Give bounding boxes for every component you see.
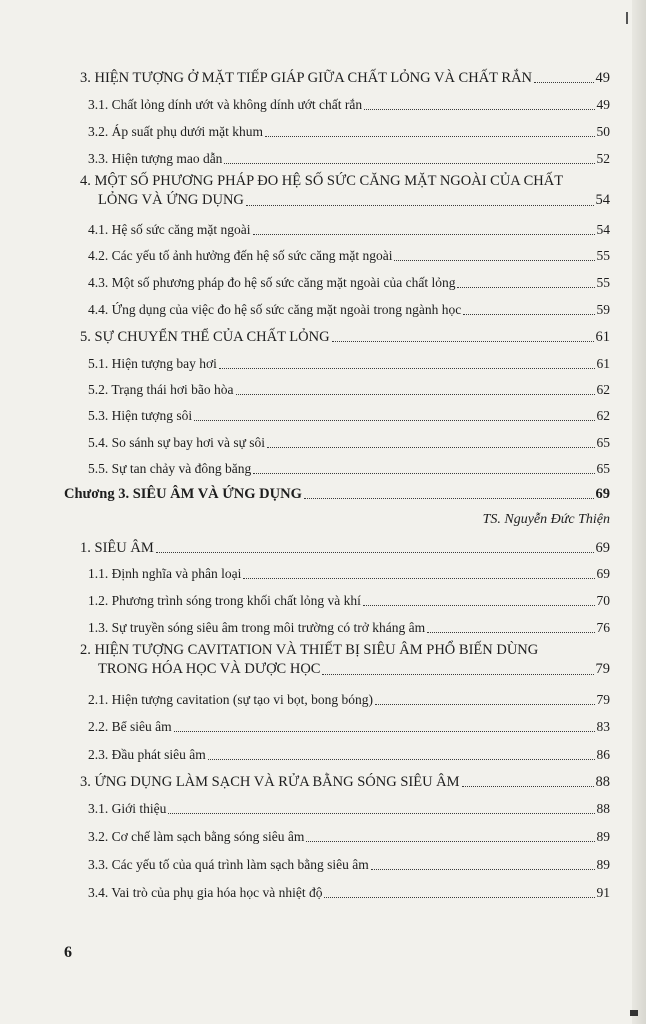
toc-page: 89 [596,857,610,872]
toc-page: 50 [596,124,610,139]
toc-page: 62 [596,408,610,423]
toc-page: 83 [596,719,610,734]
toc-title: 5.3. Hiện tượng sôi [88,408,193,423]
toc-title: 3.1. Chất lỏng dính ướt và không dính ướt chất rắn [88,97,363,112]
leader-dots [194,420,594,421]
toc-title: 3. HIỆN TƯỢNG Ở MẶT TIẾP GIÁP GIỮA CHẤT LỎNG VÀ CHẤT RẮN [80,70,533,86]
leader-dots [324,897,594,898]
toc-entry [88,408,610,424]
toc-entry [88,801,610,817]
toc-entry [88,620,610,636]
leader-dots [394,260,594,261]
toc-title: 3.1. Giới thiệu [88,801,167,816]
toc-entry [88,356,610,372]
toc-entry [88,97,610,113]
toc-page: 65 [596,461,610,476]
leader-dots [168,813,594,814]
toc-entry [80,329,610,345]
toc-title: 1. SIÊU ÂM [80,540,154,556]
toc-title: 5.4. So sánh sự bay hơi và sự sôi [88,435,266,450]
leader-dots [306,841,594,842]
toc-title: 3.3. Hiện tượng mao dẫn [88,151,223,166]
toc-title: 4.4. Ứng dụng của việc đo hệ số sức căng mặt ngoài trong ngành học [88,302,462,317]
leader-dots [375,704,595,705]
toc-entry [80,70,610,86]
toc-entry [88,151,610,167]
leader-dots [243,578,594,579]
leader-dots [332,341,594,342]
toc-page: 49 [595,70,610,86]
toc-page: 62 [596,382,610,397]
leader-dots [427,632,594,633]
toc-page: 69 [595,486,610,502]
toc-entry [88,248,610,264]
leader-dots [246,205,594,206]
corner-mark [630,1010,638,1016]
toc-page: 69 [595,540,610,556]
toc-entry [80,774,610,790]
toc-entry [88,747,610,763]
leader-dots [462,786,594,787]
toc-entry [88,885,610,901]
toc-title: 3. ỨNG DỤNG LÀM SẠCH VÀ RỬA BẰNG SÓNG SIÊU ÂM [80,774,460,790]
toc-entry [88,275,610,291]
toc-page: 61 [596,356,610,371]
toc-chapter-entry [64,486,610,502]
toc-entry [88,593,610,609]
leader-dots [253,234,595,235]
toc-title: 2.1. Hiện tượng cavitation (sự tạo vi bọt, bong bóng) [88,692,373,707]
toc-page: 54 [596,222,610,237]
toc-title: 3.3. Các yếu tố của quá trình làm sạch bằng siêu âm [88,857,369,872]
toc-page: 55 [596,248,610,263]
toc-entry [88,382,610,398]
leader-dots [156,552,594,553]
leader-dots [534,82,593,83]
leader-dots [371,869,595,870]
toc-title: 3.2. Áp suất phụ dưới mặt khum [88,124,263,139]
page-number: 6 [64,944,72,961]
leader-dots [267,447,594,448]
toc-page: 69 [596,566,610,581]
leader-dots [463,314,594,315]
toc-title: 5.1. Hiện tượng bay hơi [88,356,217,371]
toc-page: 65 [596,435,610,450]
toc-entry [88,222,610,238]
toc-page: 88 [595,774,610,790]
toc-title-line1: 4. MỘT SỐ PHƯƠNG PHÁP ĐO HỆ SỐ SỨC CĂNG MẶT NGOÀI CỦA CHẤT [80,173,564,189]
toc-page: 70 [596,593,610,608]
toc-title-line2: LỎNG VÀ ỨNG DỤNG [98,192,244,208]
toc-entry [88,566,610,582]
toc-title: 1.3. Sự truyền sóng siêu âm trong môi trường có trở kháng âm [88,620,426,635]
leader-dots [219,368,595,369]
toc-page: 79 [596,692,610,707]
leader-dots [224,163,594,164]
toc-title-line1: 2. HIỆN TƯỢNG CAVITATION VÀ THIẾT BỊ SIÊU ÂM PHỔ BIẾN DÙNG [80,642,539,658]
toc-entry [80,540,610,556]
toc-page: 79 [595,661,610,677]
toc-title: 4.1. Hệ số sức căng mặt ngoài [88,222,251,237]
leader-dots [174,731,595,732]
toc-entry [88,461,610,477]
toc-entry [88,302,610,318]
toc-title: 4.2. Các yếu tố ảnh hưởng đến hệ số sức căng mặt ngoài [88,248,393,263]
toc-entry [88,719,610,735]
toc-entry [88,692,610,708]
toc-entry [88,857,610,873]
leader-dots [253,473,594,474]
toc-entry [88,435,610,451]
toc-title: 1.1. Định nghĩa và phân loại [88,566,242,581]
leader-dots [363,605,595,606]
leader-dots [322,674,593,675]
chapter-author: TS. Nguyễn Đức Thiện [482,512,610,527]
toc-page: 49 [596,97,610,112]
toc-title: 5.2. Trạng thái hơi bão hòa [88,382,234,397]
toc-title-line2: TRONG HÓA HỌC VÀ DƯỢC HỌC [98,661,321,677]
leader-dots [457,287,594,288]
toc-entry [88,829,610,845]
leader-dots [304,498,594,499]
leader-dots [208,759,595,760]
toc-page: 54 [595,192,610,208]
toc-page: 86 [596,747,610,762]
toc-title: Chương 3. SIÊU ÂM VÀ ỨNG DỤNG [64,486,302,502]
toc-title: 5.5. Sự tan chảy và đông băng [88,461,252,476]
toc-title: 5. SỰ CHUYỂN THỂ CỦA CHẤT LỎNG [80,329,330,345]
toc-title: 1.2. Phương trình sóng trong khối chất lỏng và khí [88,593,361,608]
leader-dots [236,394,595,395]
toc-title: 2.3. Đầu phát siêu âm [88,747,206,762]
toc-page: 76 [596,620,610,635]
toc-title: 3.2. Cơ chế làm sạch bằng sóng siêu âm [88,829,305,844]
toc-entry-multiline [80,172,610,210]
toc-page: 55 [596,275,610,290]
toc-entry [88,124,610,140]
leader-dots [364,109,594,110]
toc-title: 4.3. Một số phương pháp đo hệ số sức căng mặt ngoài của chất lỏng [88,275,456,290]
toc-title: 2.2. Bể siêu âm [88,719,172,734]
toc-entry-multiline [80,641,610,679]
toc-page: 88 [596,801,610,816]
toc-page: 52 [596,151,610,166]
toc-page: 61 [595,329,610,345]
toc-page: 59 [596,302,610,317]
toc-page: 89 [596,829,610,844]
leader-dots [265,136,595,137]
toc-title: 3.4. Vai trò của phụ gia hóa học và nhiệt độ [88,885,323,900]
toc-page: 91 [596,885,610,900]
